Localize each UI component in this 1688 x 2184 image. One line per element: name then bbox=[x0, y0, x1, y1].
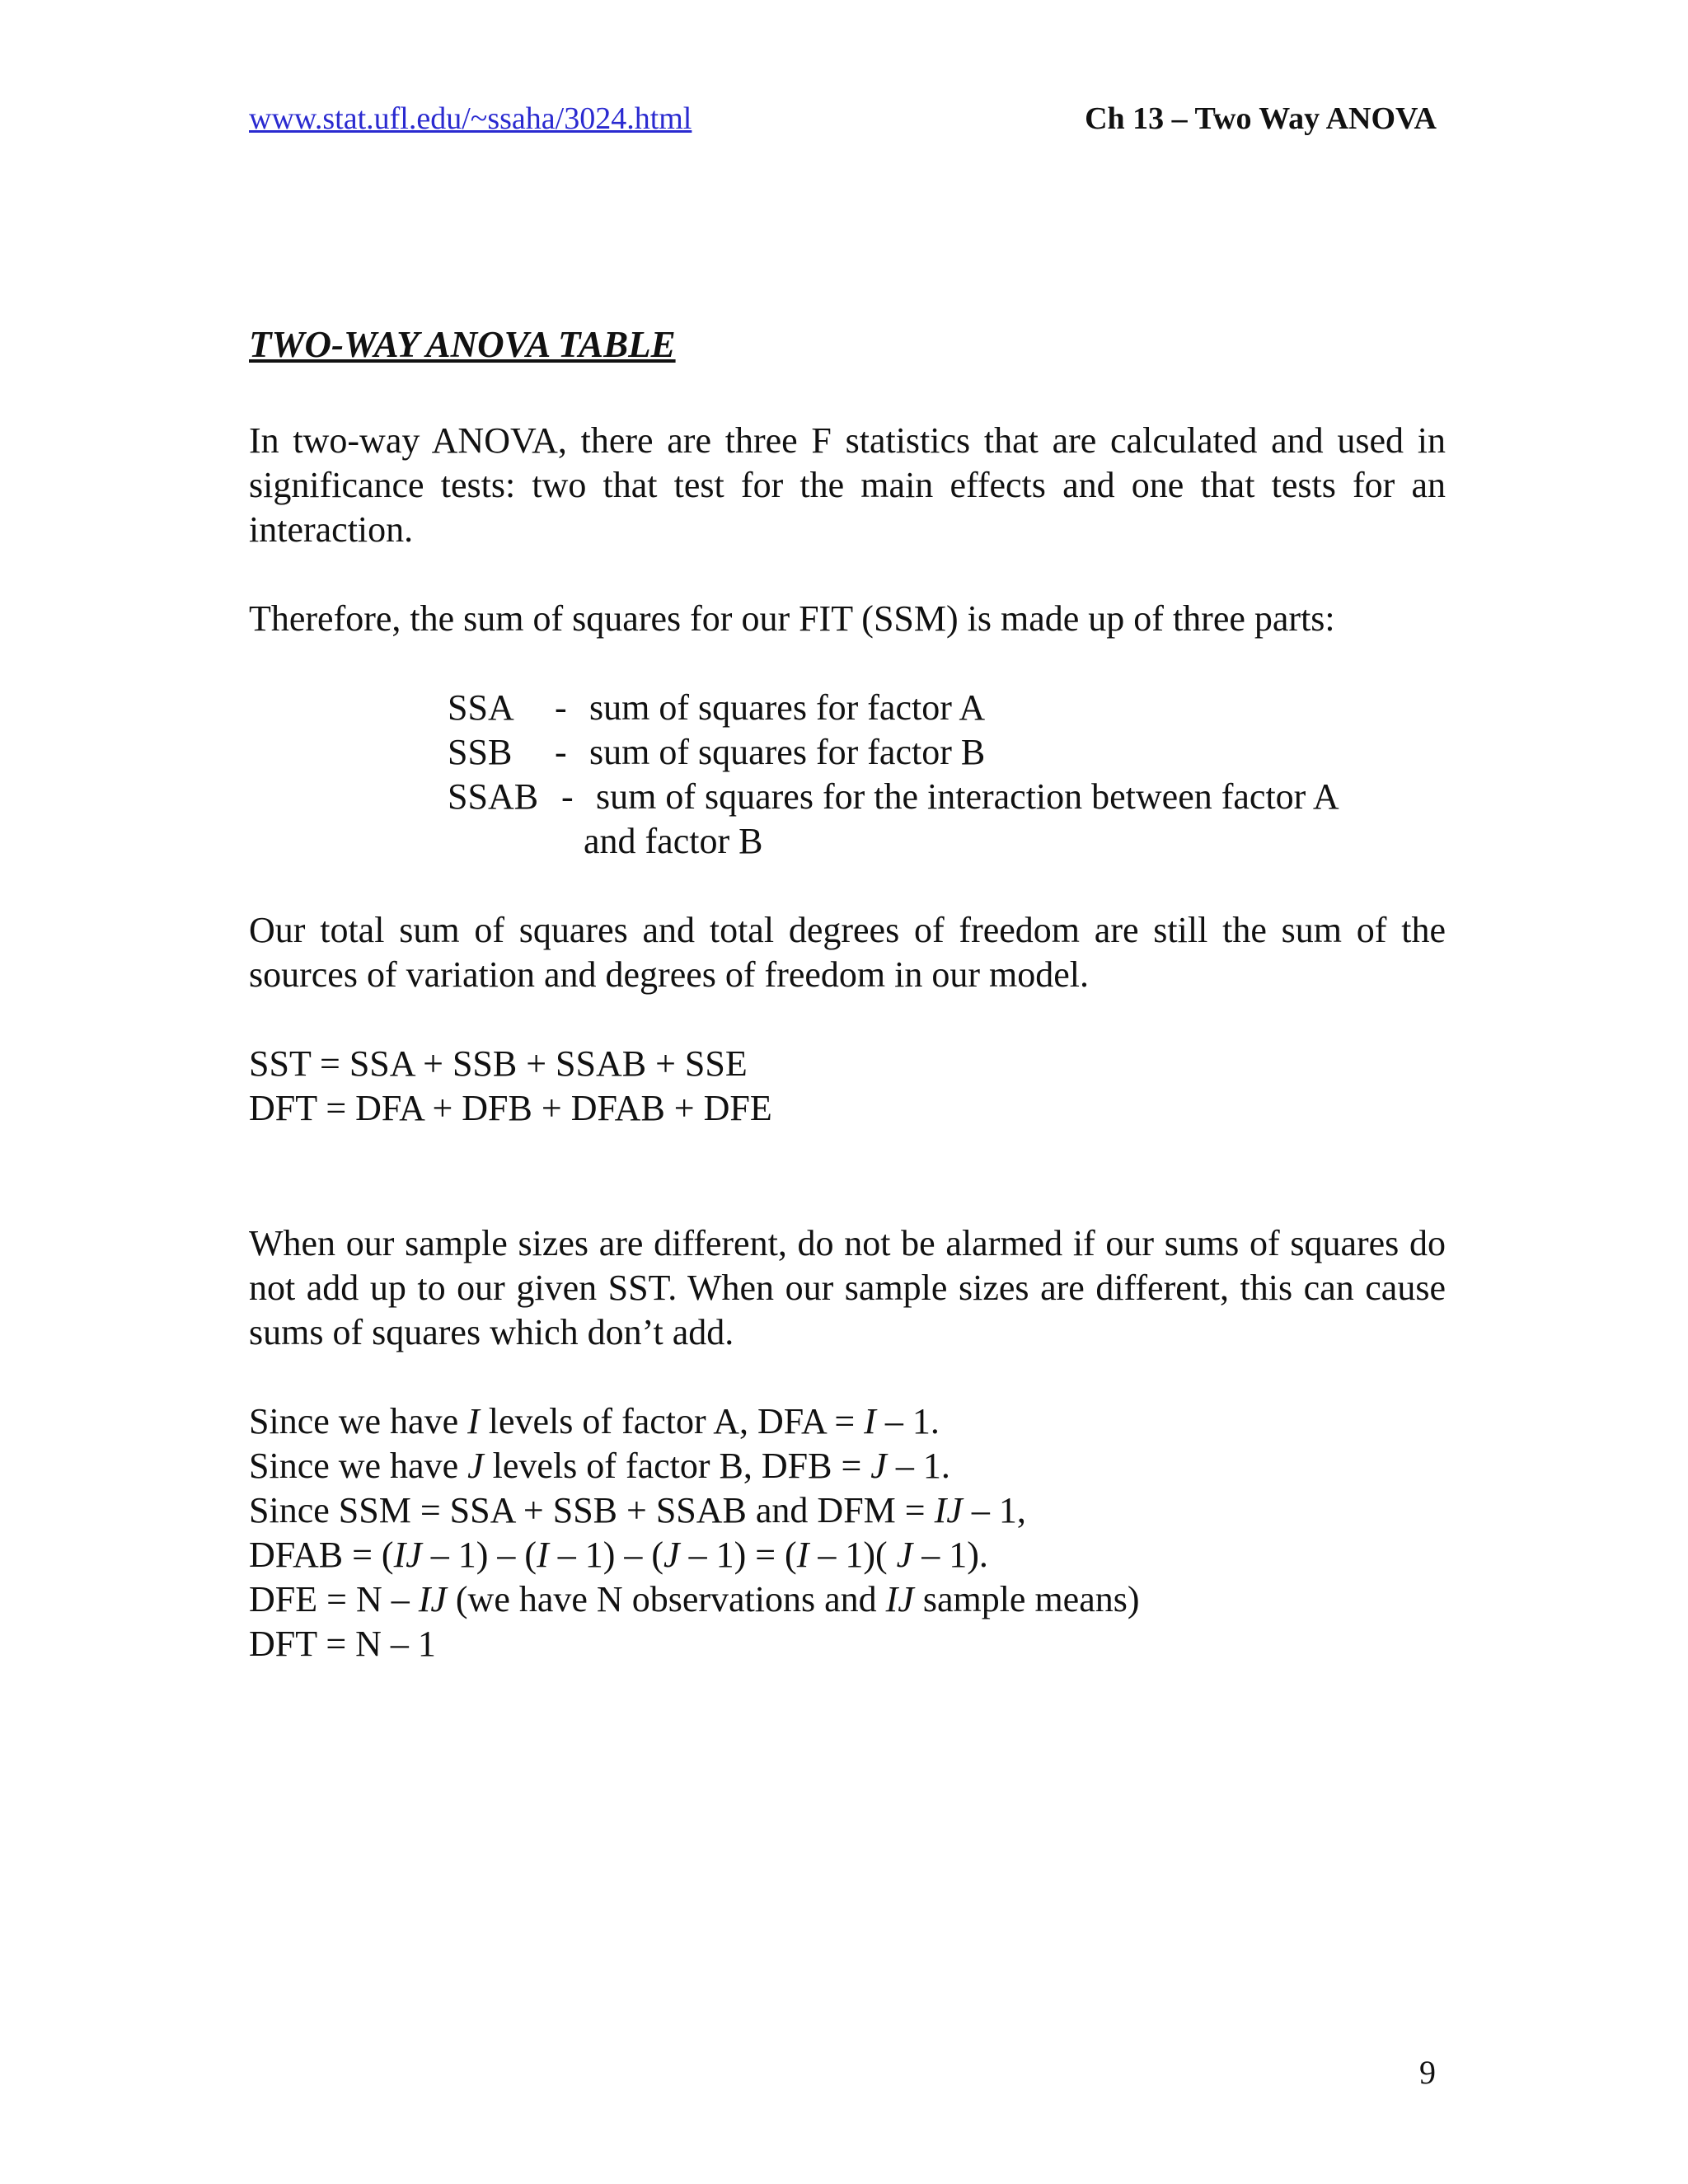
definition-desc: and factor B bbox=[584, 821, 763, 861]
definition-term: SSB bbox=[448, 732, 513, 772]
definition-desc: sum of squares for factor A bbox=[589, 687, 986, 728]
df-line-total: DFT = N – 1 bbox=[249, 1624, 436, 1664]
degrees-of-freedom-block bbox=[249, 1399, 1446, 1666]
header-url-link[interactable]: www.stat.ufl.edu/~ssaha/3024.html bbox=[249, 101, 692, 136]
fit-paragraph bbox=[249, 597, 1446, 641]
definition-desc: sum of squares for the interaction between factor A bbox=[596, 776, 1339, 817]
chapter-heading: Ch 13 – Two Way ANOVA bbox=[1085, 101, 1437, 136]
definition-dash: - bbox=[561, 776, 574, 817]
definition-desc: sum of squares for factor B bbox=[589, 732, 986, 772]
definition-term: SSA bbox=[448, 687, 514, 728]
definition-dash: - bbox=[555, 687, 567, 728]
total-text: Our total sum of squares and total degrees of freedom are still the sum of the sources of variation and degrees of freedom in our model. bbox=[249, 910, 1446, 995]
df-line-interaction: DFAB = (IJ – 1) – (I – 1) – (J – 1) = (I – 1)( J – 1). bbox=[249, 1535, 988, 1575]
page-number: 9 bbox=[1419, 2054, 1436, 2091]
definitions-list bbox=[448, 686, 1339, 864]
intro-paragraph bbox=[249, 419, 1446, 552]
definition-ssab bbox=[448, 775, 1339, 819]
definition-ssa bbox=[448, 686, 1339, 730]
df-line-model: Since SSM = SSA + SSB + SSAB and DFM = IJ – 1, bbox=[249, 1490, 1026, 1530]
definition-dash: - bbox=[555, 732, 567, 772]
fit-text: Therefore, the sum of squares for our FIT (SSM) is made up of three parts: bbox=[249, 598, 1335, 639]
intro-text: In two-way ANOVA, there are three F statistics that are calculated and used in significance tests: two that test for the main effects and one that tests for an interaction. bbox=[249, 420, 1446, 550]
equation-sst: SST = SSA + SSB + SSAB + SSE bbox=[249, 1043, 748, 1084]
equations-block bbox=[249, 1042, 1446, 1131]
section-title: TWO-WAY ANOVA TABLE bbox=[249, 324, 676, 365]
definition-term: SSAB bbox=[448, 776, 539, 817]
sample-size-paragraph bbox=[249, 1221, 1446, 1355]
equation-dft: DFT = DFA + DFB + DFAB + DFE bbox=[249, 1088, 772, 1128]
df-line-factor-b: Since we have J levels of factor B, DFB = J – 1. bbox=[249, 1446, 950, 1486]
df-line-error: DFE = N – IJ (we have N observations and IJ sample means) bbox=[249, 1579, 1140, 1619]
sample-size-text: When our sample sizes are different, do not be alarmed if our sums of squares do not add up to our given SST. When our sample sizes are different, this can cause sums of squares which don’t add. bbox=[249, 1223, 1446, 1352]
total-paragraph bbox=[249, 908, 1446, 997]
definition-ssb bbox=[448, 730, 1339, 775]
definition-ssab-continued bbox=[448, 819, 1339, 864]
df-line-factor-a: Since we have I levels of factor A, DFA = I – 1. bbox=[249, 1401, 940, 1441]
